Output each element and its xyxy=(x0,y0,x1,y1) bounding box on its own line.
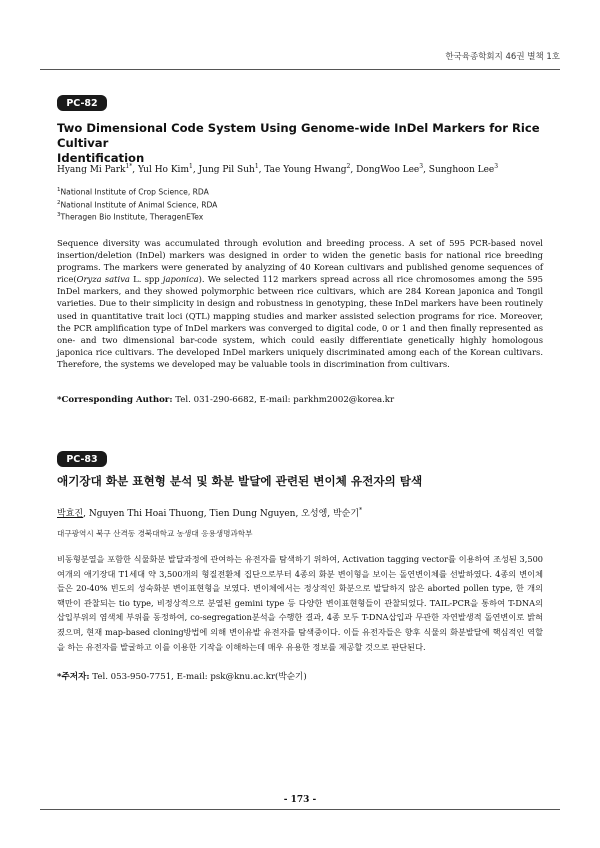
paper-title-line: Identification xyxy=(57,151,145,165)
affiliation-text: Theragen Bio Institute, TheragenETex xyxy=(60,212,204,222)
affiliation-item: 대구광역시 북구 산격동 경북대학교 농생대 응용생명과학부 xyxy=(57,529,253,538)
author-superscript: 1 xyxy=(254,163,259,170)
affiliation-item xyxy=(57,198,547,211)
author-superscript: 1* xyxy=(125,163,133,170)
author-list xyxy=(57,504,547,521)
paper-title xyxy=(57,474,547,489)
footer-rule xyxy=(40,809,560,810)
affiliation-item xyxy=(57,185,547,198)
species-name: Oryza sativa xyxy=(76,274,130,285)
paper-title-line: Two Dimensional Code System Using Genome-wide InDel Markers for Rice Cultivar xyxy=(57,121,540,150)
contact-details: Tel. 031-290-6682, E-mail: parkhm2002@korea.kr xyxy=(172,395,395,405)
author-name: Sunghoon Lee xyxy=(428,165,495,175)
page-number: - 173 - xyxy=(283,795,317,805)
affiliation-superscript: 2 xyxy=(57,199,61,206)
affiliation-superscript: 3 xyxy=(57,212,61,219)
affiliation-text: National Institute of Animal Science, RDA xyxy=(60,200,218,210)
author-name: Jung Pil Suh xyxy=(198,165,255,175)
affiliation-list xyxy=(57,185,547,223)
affiliation-item xyxy=(57,210,547,223)
author-name: DongWoo Lee xyxy=(356,165,420,175)
author-superscript: 3 xyxy=(494,163,499,170)
contact-label: *Corresponding Author: xyxy=(57,395,173,405)
abstract-body xyxy=(57,237,543,370)
abstract-id-badge: PC-83 xyxy=(57,451,107,467)
header-rule xyxy=(40,69,560,70)
author-superscript: * xyxy=(359,507,363,514)
author-name: Hyang Mi Park xyxy=(57,165,126,175)
subspecies-name: japonica xyxy=(162,274,199,285)
abstract-body: 비동형분열을 포함한 식물화분 발달과정에 관여하는 유전자를 탐색하기 위하여, Activation tagging vector를 이용하여 조성된 3,500여개의 애기장대 T1세대 약 3,500개의 형질전환체 집단으로부터 4종의 화분 변이형을 보이는 돌연변이체를 선발하였다. 4종의 변이체들은 20-40% 빈도의 성숙화분 변이표현형을 보였다. 변이체에서는 정상적인 화분으로 발달하지 않은 aborted pollen type, 한 개의 핵만이 관찰되는 tio type, 비정상적으로 분열된 gemini type 등 다양한 변이표현형들이 관찰되었다. TAIL-PCR을 통하여 T-DNA의 삽입부위의 염색체 부위를 동정하여, co-segregation분석을 수행한 결과, 4종 모두 T-DNA삽입과 무관한 자연발생적 돌연변이로 밝혀졌으며, 현재 map-based cloning방법에 의해 변이유발 유전자를 탐색중이다. 이들 유전자들은 향후 식물의 화분발달에 핵심적인 역할을 하는 유전자를 발굴하고 이를 이용한 기작을 이해하는데 매우 유용한 정보를 제공할 것으로 판단된다. xyxy=(57,554,543,652)
author-name: Tae Young Hwang xyxy=(264,165,347,175)
contact-details: Tel. 053-950-7751, E-mail: psk@knu.ac.kr(박순기) xyxy=(89,672,307,682)
author-list: Hyang Mi Park$^{1*}$, Yul Ho Kim$^1$, Jung Pil Suh$^1$, Tae Young Hwang$^2$, DongWoo Lee$^3$, Sunghoon Lee$^3$ xyxy=(57,163,499,175)
author-superscript: 1 xyxy=(188,163,193,170)
author-name: 박효진 xyxy=(57,509,84,519)
abstract-text: Sequence diversity was accumulated through evolution and breeding process. A set of 595 PCR-based novel insertion/deletion (InDel) markers was designed in order to widen the genetic basis for national rice breeding programs. The markers were generated by analyzing of 40 Korean cultivars and published genome sequences of rice( xyxy=(57,238,543,285)
abstract-text: L. spp xyxy=(129,274,163,285)
author-name: , Nguyen Thi Hoai Thuong, Tien Dung Nguyen, 오성엥, 박순기 xyxy=(83,509,360,519)
corresponding-author xyxy=(57,394,547,406)
contact-label: *주저자: xyxy=(57,672,90,682)
affiliation-superscript: 1 xyxy=(57,187,61,193)
affiliation-text: National Institute of Crop Science, RDA xyxy=(60,187,209,197)
paper-title-line: 애기장대 화분 표현형 분석 및 화분 발달에 관련된 변이체 유전자의 탐색 xyxy=(57,474,423,488)
author-name: Yul Ho Kim xyxy=(138,165,189,175)
journal-header: 한국육종학회지 46권 별책 1호 xyxy=(445,52,560,62)
abstract-id-badge: PC-82 xyxy=(57,95,107,111)
author-superscript: 2 xyxy=(346,163,351,170)
corresponding-author xyxy=(57,671,547,683)
abstract-text: ). We selected 112 markers spread across all rice chromosomes among the 595 InDel markers, and they showed polymorphic between rice cultivars, which are 284 Korean japonica and Tongil varieties. Due to their simplicity in design and robustness in genotyping, these InDel markers have been routinely used in quantitative trait loci (QTL) mapping studies and marker assisted selection programs for rice. Moreover, the PCR amplification type of InDel markers was converged to digital code, 0 or 1 and then finally represented as one- and two dimensional bar-code system, which could easily differentiate genetically highly homologous japonica rice cultivars. The developed InDel markers uniquely discriminated among each of the Korean cultivars. Therefore, the systems we developed may be valuable tools in discrimination from cultivars. xyxy=(57,274,543,369)
author-superscript: 3 xyxy=(419,163,424,170)
